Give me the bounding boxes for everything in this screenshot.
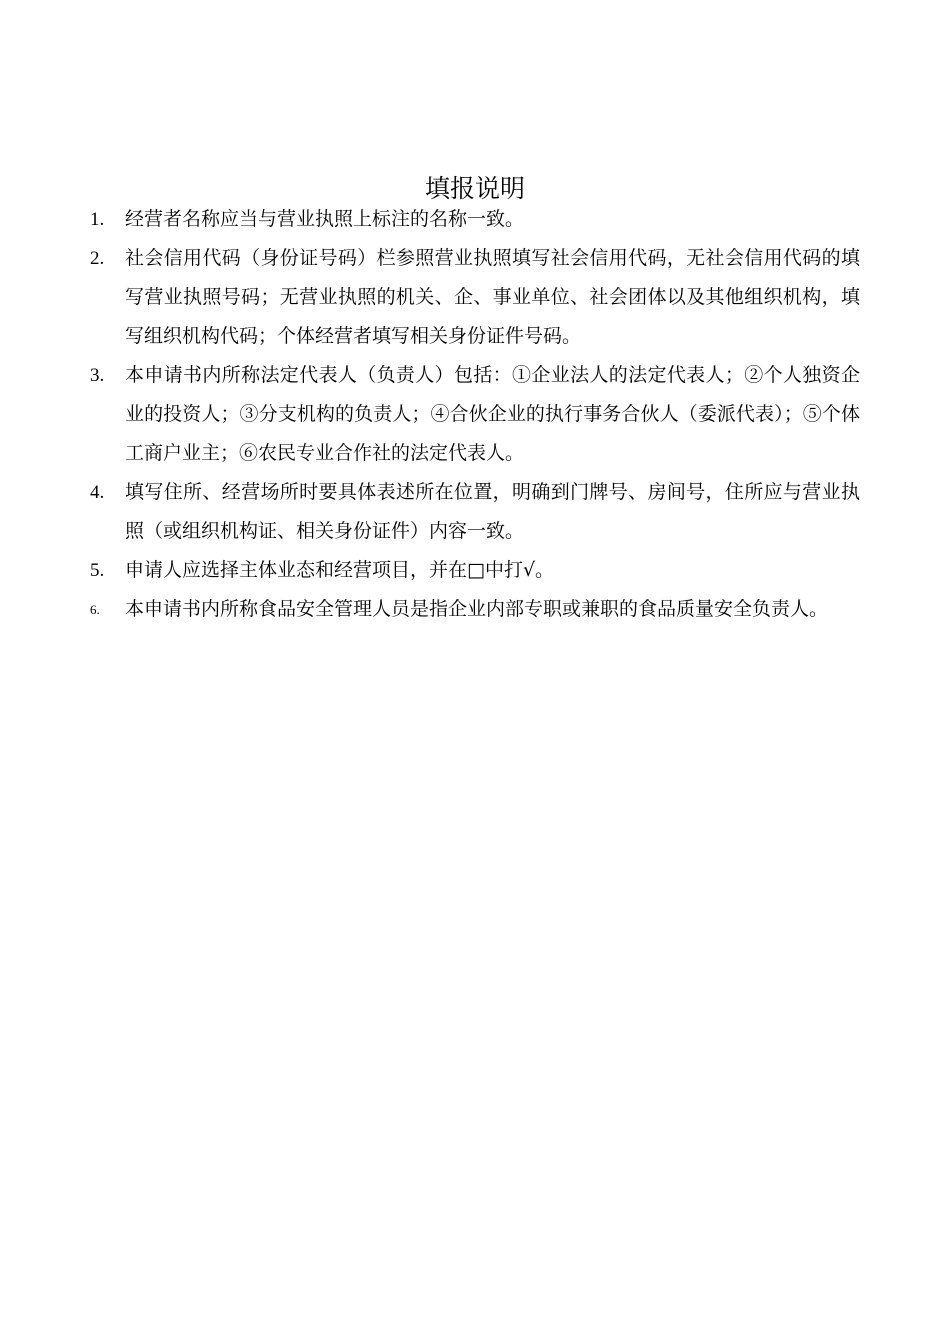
list-item xyxy=(90,239,860,356)
page-title: 填报说明 xyxy=(424,174,525,203)
list-item xyxy=(90,356,860,473)
list-item xyxy=(90,551,860,590)
list-item xyxy=(90,473,860,551)
item-number: 4. xyxy=(90,482,105,503)
item-number: 1. xyxy=(90,209,105,230)
item-text: 经营者名称应当与营业执照上标注的名称一致。 xyxy=(125,208,525,230)
instructions-list xyxy=(90,200,860,629)
item-number: 3. xyxy=(90,365,105,386)
item-text: 本申请书内所称食品安全管理人员是指企业内部专职或兼职的食品质量安全负责人。 xyxy=(125,598,829,620)
item-number: 2. xyxy=(90,248,105,269)
item-text: 社会信用代码（身份证号码）栏参照营业执照填写社会信用代码，无社会信用代码的填写营业执照号码；无营业执照的机关、企、事业单位、社会团体以及其他组织机构，填写组织机构代码；个体经营者填写相关身份证件号码。 xyxy=(125,247,860,347)
item-text: 本申请书内所称法定代表人（负责人）包括：①企业法人的法定代表人；②个人独资企业的投资人；③分支机构的负责人；④合伙企业的执行事务合伙人（委派代表）；⑤个体工商户业主；⑥农民专业合作社的法定代表人。 xyxy=(125,364,860,464)
item-number: 5. xyxy=(90,560,105,581)
item-number: 6. xyxy=(90,602,100,617)
list-item xyxy=(90,590,860,629)
list-item xyxy=(90,200,860,239)
item-text: 申请人应选择主体业态和经营项目，并在□中打√。 xyxy=(125,559,555,581)
item-text: 填写住所、经营场所时要具体表述所在位置，明确到门牌号、房间号，住所应与营业执照（或组织机构证、相关身份证件）内容一致。 xyxy=(125,481,860,542)
